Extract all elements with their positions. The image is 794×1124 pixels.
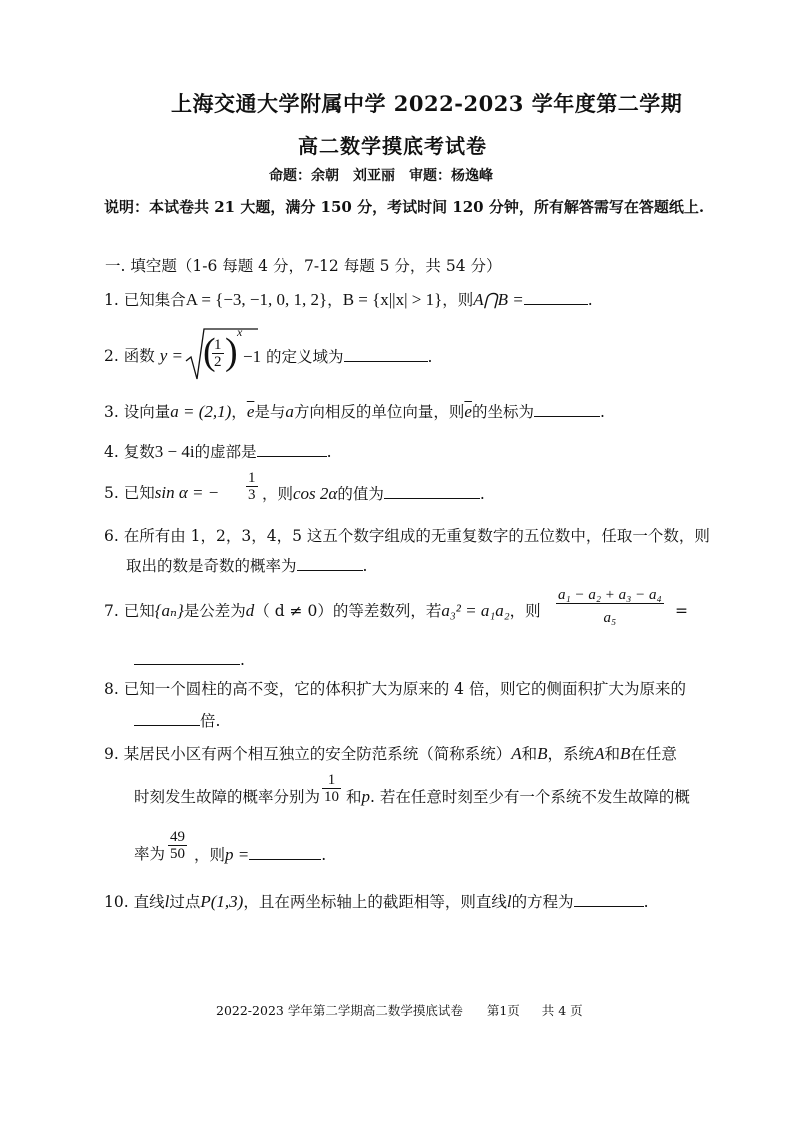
math-b: B <box>537 744 548 763</box>
question-text: 函数 <box>123 347 155 365</box>
question-text: 倍. <box>200 712 221 730</box>
question-6 <box>104 525 710 547</box>
question-9-line2a <box>134 786 320 808</box>
question-text: 设向量 <box>123 403 171 421</box>
exam-authors: 命题：余朝 刘亚丽 审题：杨逸峰 <box>269 168 493 184</box>
question-text: 取出的数是奇数的概率为 <box>126 557 297 575</box>
question-end: . <box>321 846 327 864</box>
question-end: . <box>427 348 433 366</box>
question-number: 3. <box>104 403 119 421</box>
answer-blank <box>344 345 428 362</box>
math-vector-a: a = (2,1) <box>170 402 232 421</box>
math-vector-e: $\overline{e}$ <box>246 402 255 421</box>
math-vector-e: $\overline{e}$ <box>464 402 472 421</box>
math-a: A <box>511 744 522 763</box>
question-text: 的坐标为 <box>471 403 534 421</box>
fraction-one-half <box>212 337 224 370</box>
question-1 <box>104 288 593 311</box>
question-7-line2 <box>134 648 245 671</box>
question-text: 的方程为 <box>511 893 574 911</box>
fraction-one-tenth <box>322 772 341 805</box>
question-end: . <box>587 291 593 309</box>
footer-page-number: 第1页 <box>486 1003 520 1018</box>
math-point: P(1,3) <box>200 892 244 911</box>
answer-blank <box>524 288 588 305</box>
math-minus-one: −1 <box>243 347 262 366</box>
page-footer <box>216 1001 583 1019</box>
question-text: 的虚部是 <box>194 443 257 461</box>
exam-subtitle: 高二数学摸底考试卷 <box>298 134 487 158</box>
question-number: 5. <box>104 484 119 502</box>
question-text: 方向相反的单位向量，则 <box>293 403 465 421</box>
question-end: . <box>240 651 245 669</box>
question-5-tail <box>262 482 485 505</box>
question-text: ， <box>231 403 247 421</box>
answer-blank <box>574 890 644 907</box>
fraction-denominator: 3 <box>248 487 256 503</box>
question-end: . <box>643 893 649 911</box>
fraction-denominator: 50 <box>170 846 185 862</box>
question-number: 9. <box>104 745 119 763</box>
answer-blank <box>297 554 363 571</box>
question-text: 和 <box>604 745 620 763</box>
question-number: 2. <box>104 347 119 365</box>
question-2 <box>104 345 183 367</box>
fraction-denominator: 2 <box>214 354 222 370</box>
question-text: ，则 <box>194 846 226 864</box>
math-set-a: A = {−3, −1, 0, 1, 2} <box>185 290 328 309</box>
question-number: 6. <box>104 527 119 545</box>
question-text: 是与 <box>254 403 286 421</box>
question-end: . <box>326 443 332 461</box>
question-text: 在所有由 1，2，3，4，5 这五个数字组成的无重复数字的五位数中，任取一个数，则 <box>123 527 710 545</box>
question-text: 和 <box>521 745 538 763</box>
answer-blank <box>257 440 327 457</box>
question-text: 率为 <box>134 845 166 863</box>
fraction-forty-nine-fiftieths <box>168 829 187 862</box>
math-a: A <box>594 744 605 763</box>
answer-blank <box>534 400 600 417</box>
question-9-line3b <box>194 843 326 866</box>
question-text: 已知集合 <box>123 291 186 309</box>
question-text: 已知 <box>123 602 155 620</box>
fraction-numerator: 49 <box>170 829 185 845</box>
fraction-denominator: 10 <box>324 789 339 805</box>
question-text: 已知 <box>123 484 155 502</box>
question-text: 的等差数列，若 <box>332 602 442 620</box>
math-l: l <box>164 892 170 911</box>
math-expression: A⋂B = <box>473 290 524 309</box>
question-text: 过点 <box>169 893 201 911</box>
answer-blank <box>384 482 480 499</box>
math-a: a <box>285 402 294 421</box>
exam-title: 上海交通大学附属中学 2022-2023 学年度第二学期 <box>171 91 683 116</box>
math-equation: a₃² = a₁a₂ <box>441 601 510 620</box>
paren-right: ) <box>225 331 238 373</box>
question-text: 复数 <box>123 443 155 461</box>
fraction-numerator: 1 <box>214 337 222 353</box>
question-4 <box>104 440 332 463</box>
question-text: 直线 <box>133 893 165 911</box>
question-text: ，则 <box>262 485 294 503</box>
question-3 <box>104 400 605 423</box>
math-complex: 3 − 4i <box>154 442 195 461</box>
question-text: 是公差为 <box>183 602 246 620</box>
question-text: ，则 <box>509 602 541 620</box>
exam-instructions: 说明：本试卷共 21 大题，满分 150 分，考试时间 120 分钟，所有解答需写在答题纸上. <box>104 198 705 216</box>
math-set-b: B = {x||x| > 1} <box>342 290 443 309</box>
question-2-tail <box>243 345 432 368</box>
math-y: y = <box>159 346 183 365</box>
question-number: 8. <box>104 680 119 698</box>
question-text: ，则 <box>442 291 474 309</box>
question-text: 时刻发生故障的概率分别为 <box>134 788 321 806</box>
paren-left: ( <box>203 331 216 373</box>
math-sequence: {aₙ} <box>154 601 184 620</box>
question-7 <box>104 600 541 622</box>
math-l: l <box>506 892 512 911</box>
footer-title: 2022-2023 学年第二学期高二数学摸底试卷 <box>216 1003 463 1018</box>
question-text: ，系统 <box>547 745 595 763</box>
answer-blank <box>134 709 200 726</box>
footer-total-pages: 共 4 页 <box>541 1003 583 1018</box>
question-8-line2 <box>134 709 220 732</box>
question-text: 某居民小区有两个相互独立的安全防范系统（简称系统） <box>123 745 512 763</box>
question-6-line2 <box>126 554 367 577</box>
math-p-equals: p = <box>225 845 250 864</box>
fraction-denominator: a₅ <box>603 610 617 626</box>
question-9-line3a <box>134 843 165 865</box>
fraction-numerator: a₁ − a₂ + a₃ − a₄ <box>558 587 662 603</box>
question-number: 7. <box>104 602 119 620</box>
answer-blank <box>134 648 240 665</box>
fraction-sequence <box>556 587 664 626</box>
question-5 <box>104 482 219 504</box>
fraction-numerator: 1 <box>248 470 256 486</box>
question-text: 和 <box>346 788 362 806</box>
question-end: . <box>599 403 605 421</box>
math-b: B <box>619 744 631 763</box>
question-text: （ d ≠ 0） <box>254 602 333 620</box>
fraction-numerator: 1 <box>322 772 341 789</box>
question-text: 在任意 <box>630 745 677 763</box>
question-end: . <box>362 557 368 575</box>
question-8 <box>104 678 686 700</box>
question-text: ，且在两坐标轴上的截距相等，则直线 <box>243 893 507 911</box>
question-9 <box>104 743 677 765</box>
math-p: p <box>361 787 371 806</box>
math-cos: cos 2α <box>293 484 338 503</box>
question-text: ， <box>327 291 343 309</box>
question-9-line2b <box>346 786 690 808</box>
fraction-one-third <box>246 470 258 503</box>
answer-blank <box>249 843 321 860</box>
question-text: 已知一个圆柱的高不变，它的体积扩大为原来的 4 倍，则它的侧面积扩大为原来的 <box>123 680 686 698</box>
question-number: 10. <box>104 893 129 911</box>
section-heading: 一. 填空题（1-6 每题 4 分，7-12 每题 5 分，共 54 分） <box>105 257 502 275</box>
question-number: 4. <box>104 443 119 461</box>
exponent-x: x <box>237 325 243 339</box>
question-text: . 若在任意时刻至少有一个系统不发生故障的概 <box>370 788 690 806</box>
question-text: 的值为 <box>337 485 384 503</box>
question-end: . <box>479 485 485 503</box>
question-number: 1. <box>104 291 119 309</box>
equals-sign: = <box>675 602 688 620</box>
question-10 <box>104 890 649 913</box>
math-d: d <box>245 601 255 620</box>
math-sin: sin α = − <box>154 483 220 502</box>
question-text: 的定义域为 <box>266 348 344 366</box>
